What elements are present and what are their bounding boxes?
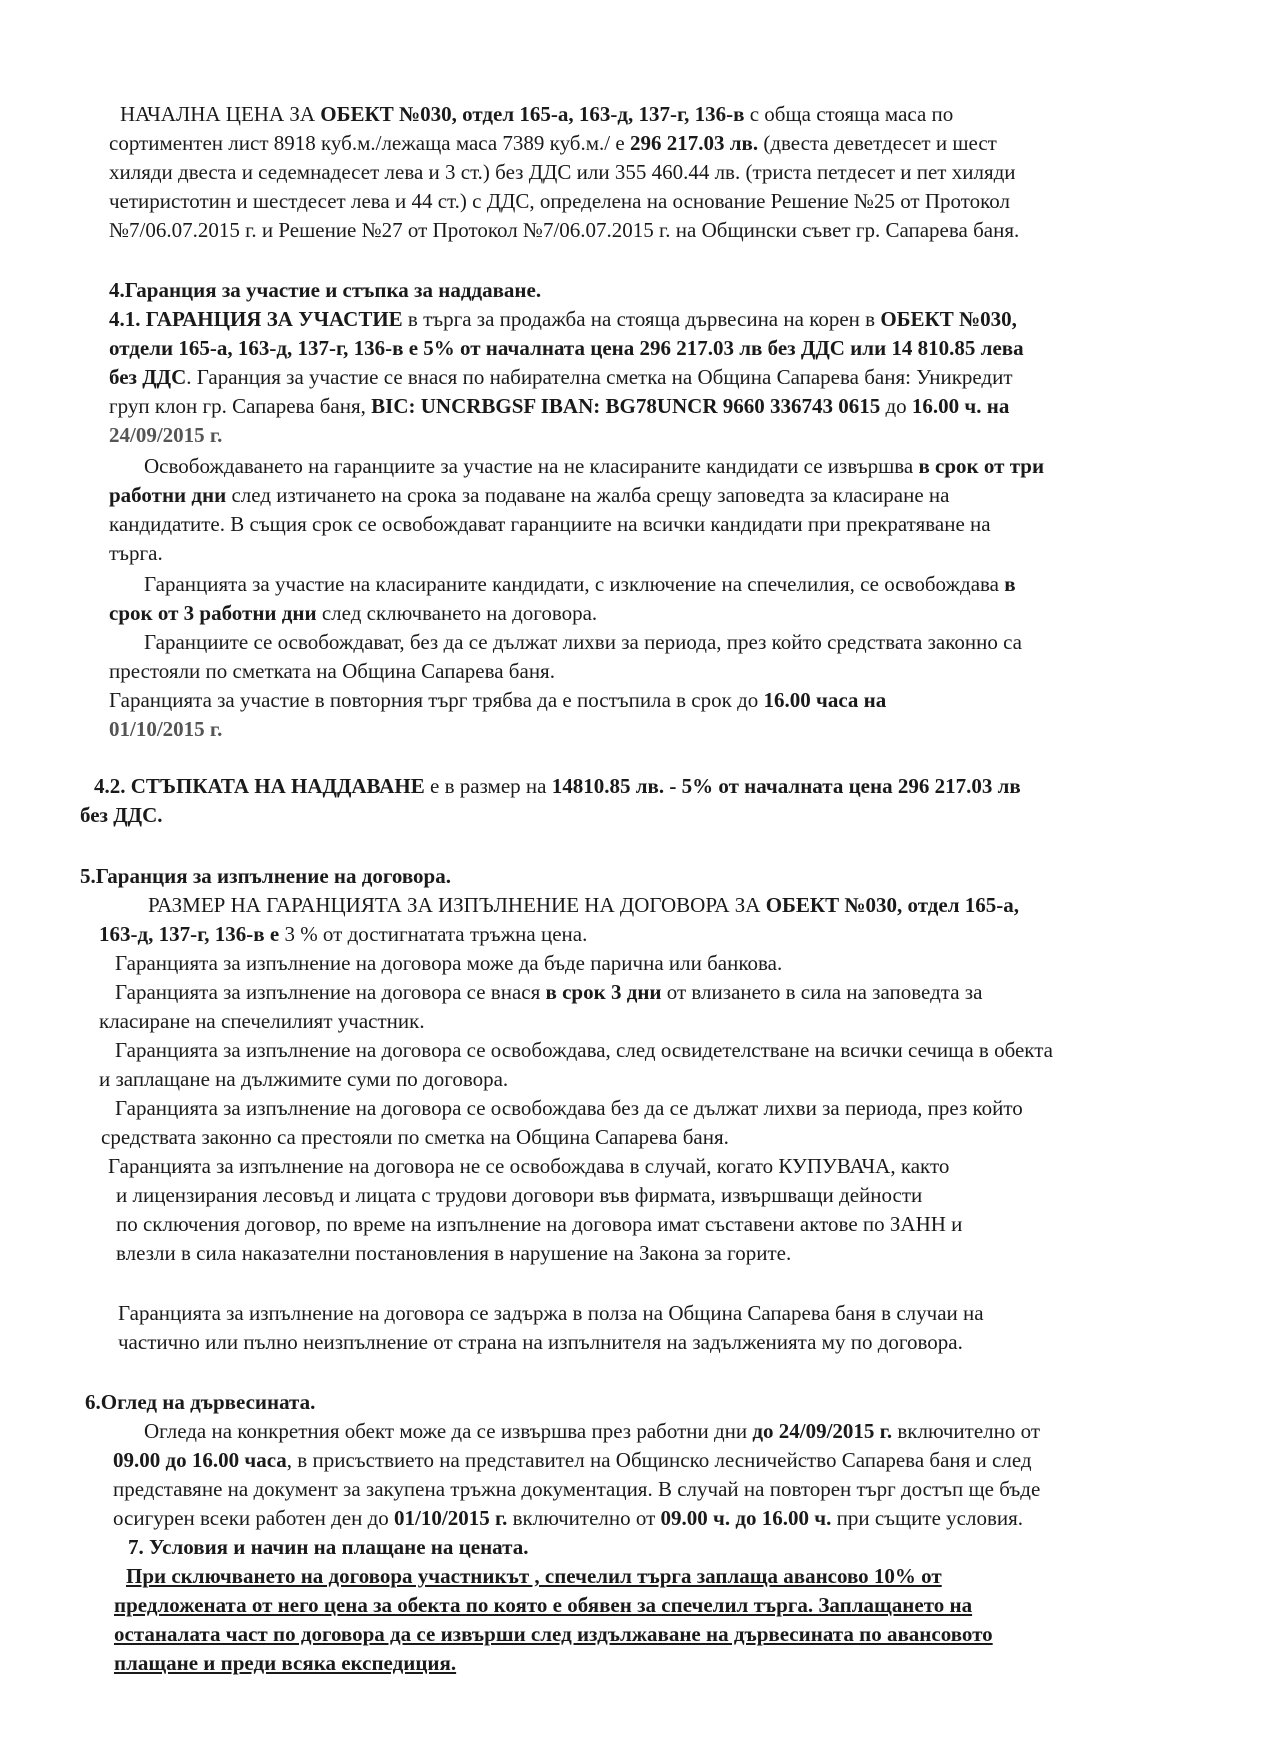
line-segment: 16.00 часа на	[763, 688, 887, 712]
line-segment: е в размер на	[424, 774, 552, 798]
doc-line	[101, 1123, 729, 1152]
line-segment: частично или пълно неизпълнение от страна на изпълнителя на задълженията му по договора.	[118, 1330, 963, 1354]
line-segment: сортиментен лист 8918 куб.м./лежаща маса 7389 куб.м./ е	[109, 131, 630, 155]
line-segment: 16.00 ч. на	[911, 394, 1010, 418]
line-segment: плащане и преди всяка експедиция.	[114, 1651, 457, 1675]
line-segment: Гаранцията за участие в повторния търг трябва да е постъпила в срок до	[109, 688, 764, 712]
doc-line	[109, 686, 886, 715]
line-segment: Освобождаването на гаранциите за участие на не класираните кандидати се извършва	[144, 454, 919, 478]
line-segment: без ДДС	[109, 365, 187, 389]
doc-line	[109, 129, 997, 158]
doc-line	[109, 421, 222, 450]
doc-line	[115, 1036, 1053, 1065]
line-segment: представяне на документ за закупена тръжна документация. В случай на повторен търг достъп ще бъде	[113, 1477, 1041, 1501]
doc-line	[109, 510, 991, 539]
line-segment: №7/06.07.2015 г. и Решение №27 от Протокол №7/06.07.2015 г. на Общински съвет гр. Сапарева баня.	[109, 218, 1020, 242]
doc-line	[120, 100, 953, 129]
line-segment: Огледа на конкретния обект може да се извършва през работни дни	[144, 1419, 753, 1443]
line-segment: Гаранцията за изпълнение на договора се задържа в полза на Община Сапарева баня в случаи на	[118, 1301, 984, 1325]
line-segment: ОБЕКТ №030, отдел 165-а, 163-д, 137-г, 136-в	[320, 102, 745, 126]
line-segment: Гаранцията за изпълнение на договора не се освобождава в случай, когато КУПУВАЧА, както	[108, 1154, 950, 1178]
line-segment: 4.1. ГАРАНЦИЯ ЗА УЧАСТИЕ	[109, 307, 403, 331]
doc-line	[109, 715, 222, 744]
line-segment: класиране на спечелилият участник.	[99, 1009, 425, 1033]
line-segment: ОБЕКТ №030,	[880, 307, 1017, 331]
line-segment: 6.Оглед на дървесината.	[85, 1390, 316, 1414]
doc-line	[99, 1007, 425, 1036]
line-segment: с обща стояща маса по	[744, 102, 954, 126]
line-segment: НАЧАЛНА ЦЕНА ЗА	[120, 102, 321, 126]
doc-line	[144, 628, 1022, 657]
doc-line	[115, 1094, 1023, 1123]
doc-line	[109, 334, 1024, 363]
line-segment: влезли в сила наказателни постановления в нарушение на Закона за горите.	[116, 1241, 792, 1265]
doc-line	[109, 216, 1019, 245]
line-segment: търга.	[109, 541, 163, 565]
doc-line	[144, 1417, 1040, 1446]
line-segment: отдели 165-а, 163-д, 137-г, 136-в е 5% от началната цена 296 217.03 лв без ДДС или 14 810.85 лева	[109, 336, 1024, 360]
line-segment: в	[1004, 572, 1016, 596]
doc-line	[113, 1446, 1032, 1475]
line-segment: 5.Гаранция за изпълнение на договора.	[80, 864, 451, 888]
line-segment: включително от	[507, 1506, 661, 1530]
line-segment: При сключването на договора участникът , спечелил търга заплаща авансово 10% от	[126, 1564, 942, 1588]
line-segment: по сключения договор, по време на изпълнение на договора имат съставени актове по ЗАНН и	[116, 1212, 963, 1236]
line-segment: до 24/09/2015 г.	[752, 1419, 893, 1443]
doc-line	[109, 392, 1009, 421]
doc-line	[109, 657, 555, 686]
line-segment: Гаранцията за участие на класираните кандидати, с изключение на спечелилия, се освобождава	[144, 572, 1005, 596]
doc-line	[144, 452, 1044, 481]
line-segment: и лицензирания лесовъд и лицата с трудови договори във фирмата, извършващи дейности	[116, 1183, 923, 1207]
line-segment: Гаранциите се освобождават, без да се дължат лихви за периода, през който средствата законно са	[144, 630, 1023, 654]
line-segment: 09.00 до 16.00 часа	[113, 1448, 287, 1472]
doc-line	[115, 978, 982, 1007]
doc-line	[80, 801, 163, 830]
doc-line	[109, 187, 1010, 216]
section-heading	[80, 862, 451, 891]
doc-line	[109, 158, 1016, 187]
line-segment: осигурен всеки работен ден до	[113, 1506, 395, 1530]
doc-line	[114, 1591, 972, 1620]
doc-line	[108, 1152, 949, 1181]
line-segment: 01/10/2015 г.	[109, 717, 223, 741]
line-segment: (двеста деветдесет и шест	[758, 131, 997, 155]
section-heading	[85, 1388, 315, 1417]
doc-line	[115, 949, 782, 978]
line-segment: 3 % от достигнатата тръжна цена.	[279, 922, 588, 946]
doc-line	[109, 599, 597, 628]
line-segment: престояли по сметката на Община Сапарева баня.	[109, 659, 555, 683]
line-segment: РАЗМЕР НА ГАРАНЦИЯТА ЗА ИЗПЪЛНЕНИЕ НА ДОГОВОРА ЗА	[148, 893, 766, 917]
line-segment: в срок от три	[918, 454, 1045, 478]
doc-line	[109, 305, 1017, 334]
line-segment: Гаранцията за изпълнение на договора се освобождава без да се дължат лихви за периода, през който	[115, 1096, 1023, 1120]
line-segment: 09.00 ч. до 16.00 ч.	[660, 1506, 832, 1530]
line-segment: Гаранцията за изпълнение на договора се внася	[115, 980, 546, 1004]
doc-line	[99, 1065, 508, 1094]
line-segment: BIC: UNCRBGSF IBAN: BG78UNCR 9660 336743 0615	[371, 394, 881, 418]
doc-line	[99, 920, 587, 949]
section-heading	[109, 276, 541, 305]
line-segment: в срок 3 дни	[545, 980, 662, 1004]
line-segment: 7. Условия и начин на плащане на цената.	[128, 1535, 529, 1559]
line-segment: при същите условия.	[831, 1506, 1024, 1530]
doc-line	[126, 1562, 942, 1591]
line-segment: останалата част по договора да се извърши след издължаване на дървесината по авансовото	[114, 1622, 993, 1646]
doc-line	[114, 1620, 993, 1649]
line-segment: срок от 3 работни дни	[109, 601, 317, 625]
line-segment: груп клон гр. Сапарева баня,	[109, 394, 372, 418]
line-segment: . Гаранция за участие се внася по набирателна сметка на Община Сапарева баня: Уникредит	[186, 365, 1013, 389]
doc-line	[109, 539, 163, 568]
doc-line	[94, 772, 1021, 801]
doc-line	[148, 891, 1019, 920]
line-segment: четиристотин и шестдесет лева и 44 ст.) с ДДС, определена на основание Решение №25 от Протокол	[109, 189, 1010, 213]
doc-line	[114, 1649, 456, 1678]
line-segment: и заплащане на дължимите суми по договора.	[99, 1067, 509, 1091]
line-segment: включително от	[892, 1419, 1041, 1443]
line-segment: 4.Гаранция за участие и стъпка за наддаване.	[109, 278, 542, 302]
line-segment: 296 217.03 лв.	[629, 131, 759, 155]
line-segment: работни дни	[109, 483, 227, 507]
line-segment: до	[880, 394, 912, 418]
line-segment: кандидатите. В същия срок се освобождават гаранциите на всички кандидати при прекратяване на	[109, 512, 991, 536]
doc-line	[116, 1210, 962, 1239]
line-segment: в търга за продажба на стояща дървесина на корен в	[402, 307, 881, 331]
doc-line	[113, 1504, 1023, 1533]
line-segment: 14810.85 лв. - 5% от началната цена 296 217.03 лв	[551, 774, 1021, 798]
line-segment: Гаранцията за изпълнение на договора се освобождава, след освидетелстване на всички сечища в обекта	[115, 1038, 1053, 1062]
doc-line	[116, 1239, 791, 1268]
line-segment: предложената от него цена за обекта по която е обявен за спечелил търга. Заплащането на	[114, 1593, 973, 1617]
doc-line	[144, 570, 1016, 599]
line-segment: ОБЕКТ №030, отдел 165-а,	[765, 893, 1019, 917]
line-segment: Гаранцията за изпълнение на договора може да бъде парична или банкова.	[115, 951, 783, 975]
doc-line	[109, 481, 950, 510]
doc-line	[118, 1299, 984, 1328]
line-segment: без ДДС.	[80, 803, 163, 827]
line-segment: 4.2. СТЪПКАТА НА НАДДАВАНЕ	[94, 774, 425, 798]
line-segment: , в присъствието на представител на Общинско лесничейство Сапарева баня и след	[286, 1448, 1032, 1472]
line-segment: от влизането в сила на заповедта за	[661, 980, 983, 1004]
line-segment: 24/09/2015 г.	[109, 423, 223, 447]
doc-line	[118, 1328, 963, 1357]
line-segment: средствата законно са престояли по сметка на Община Сапарева баня.	[101, 1125, 729, 1149]
line-segment: 01/10/2015 г.	[394, 1506, 508, 1530]
doc-line	[116, 1181, 922, 1210]
section-heading	[128, 1533, 528, 1562]
line-segment: 163-д, 137-г, 136-в е	[99, 922, 280, 946]
doc-line	[113, 1475, 1040, 1504]
doc-line	[109, 363, 1013, 392]
line-segment: хиляди двеста и седемнадесет лева и 3 ст.) без ДДС или 355 460.44 лв. (триста петдесет и пет хиляди	[109, 160, 1016, 184]
line-segment: след изтичането на срока за подаване на жалба срещу заповедта за класиране на	[226, 483, 950, 507]
line-segment: след сключването на договора.	[316, 601, 598, 625]
